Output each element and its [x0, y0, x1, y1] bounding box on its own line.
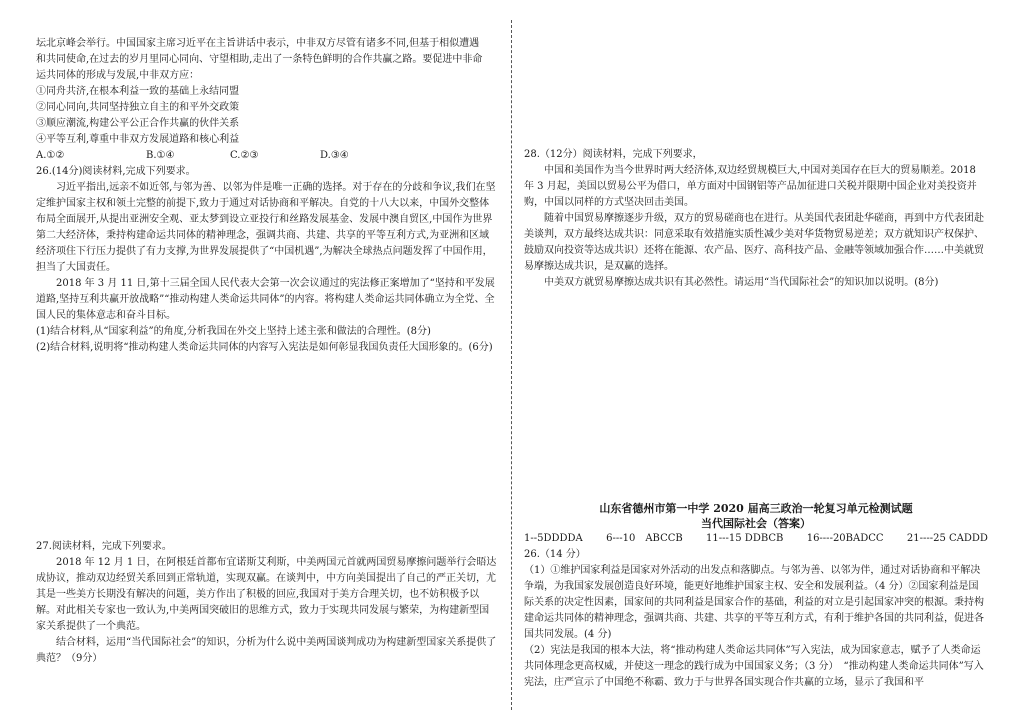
answer-section [524, 501, 988, 691]
right-column-top [524, 147, 988, 291]
option-4: ④平等互利,尊重中非双方发展道路和核心利益 [36, 134, 240, 145]
text-line: 坛北京峰会举行。中国国家主席习近平在主旨讲话中表示，中非双方尽管有诸多不同,但基于相似遭遇 [36, 38, 480, 49]
option-2: ②同心同向,共同坚持独立自主的和平外交政策 [36, 102, 240, 113]
option-3: ③顺应潮流,构建公平公正合作共赢的伙伴关系 [36, 118, 240, 129]
question-27-heading: 27.阅读材料，完成下列要求。 [36, 541, 172, 552]
left-column-bottom [36, 539, 498, 667]
option-1: ①同舟共济,在根本利益一致的基础上永结同盟 [36, 86, 240, 97]
answer-key: 21----25 CADDD [906, 533, 988, 544]
question-28-paragraph-1: 中国和美国作为当今世界时两大经济体,双边经贸规模巨大,中国对美国存在巨大的贸易顺差。2018 年 3 月起，美国以贸易公平为借口，单方面对中国钢铝等产品加征进口关税并限期中国企业对美投资并购，中国以同样的方式坚决回击美国。 [524, 165, 979, 208]
answer-choices [36, 148, 498, 164]
choice-d: D.③④ [320, 150, 349, 161]
question-26-task-2: (2)结合材料,说明将“推动构建人类命运共同体的内容写入宪法是如何彰显我国负责任大国形象的。(6分) [36, 342, 493, 353]
question-28-heading: 28.（12分）阅读材料，完成下列要求， [524, 149, 703, 160]
answer-key: 1--5DDDDA [524, 533, 583, 544]
answer-title: 山东省德州市第一中学 2020 届高三政治一轮复习单元检测试题 [599, 502, 913, 515]
answer-key-row [524, 531, 988, 547]
answer-26-part-2: （2）宪法是我国的根本大法，将“推动构建人类命运共同体”写入宪法，成为国家意志，赋予了人类命运共同体理念更高权威，并使这一理念的践行成为中国国家义务；（3 分） “推动构建人类命运共同体”写入宪法，庄严宣示了中国绝不称霸、致力于与世界各国实现合作共赢的立场，显示了我国和平 [524, 645, 984, 688]
choice-b: B.①④ [146, 150, 175, 161]
question-26-material-2: 2018 年 3 月 11 日,第十三届全国人民代表大会第一次会议通过的宪法修正案增加了“坚持和平发展道路,坚持互利共赢开放战略”“推动构建人类命运共同体”的内容。将构建人类命运共同体确立为全党、全国人民的集体意志和奋斗目标。 [36, 278, 495, 321]
answer-key: 11---15 DDBCB [706, 533, 784, 544]
question-28-paragraph-2: 随着中国贸易摩擦逐步升级，双方的贸易磋商也在进行。从美国代表团赴华磋商，再到中方代表团赴美谈判，双方最终达成共识：同意采取有效措施实质性减少美对华货物贸易逆差；双方就知识产权保护、鼓励双向投资等达成共识）还将在能源、农产品、医疗、高科技产品、金融等领域加强合作……中美就贸易摩擦达成共识，是双赢的选择。 [524, 213, 984, 272]
column-divider [511, 20, 512, 710]
question-26-task-1: (1)结合材料,从“国家利益”的角度,分析我国在外交上坚持上述主张和做法的合理性。(8分) [36, 326, 431, 337]
question-26-material-1: 习近平指出,远亲不如近邻,与邻为善、以邻为伴是唯一正确的选择。对于存在的分歧和争议,我们在坚定维护国家主权和领土完整的前提下,致力于通过对话协商和平解决。自党的十八大以来，中国外交整体布局全面展开,从提出亚洲安全观、亚太梦到设立亚投行和丝路发展基金、发展中澳自贸区,中国作为世界第二大经济体，秉持构建命运共同体的精神理念，强调共商、共建、共享的平等互利方式,为亚洲和区域经济项住下行压力提供了有力支撑,为世界发展提供了“中国机遇”,为解决全球热点问题发挥了中国作用，担当了大国责任。 [36, 182, 496, 273]
answer-26-label: 26.（14 分） [524, 549, 586, 560]
question-26-heading: 26.(14分)阅读材料,完成下列要求。 [36, 166, 196, 177]
text-line: 和共同使命,在过去的岁月里同心同向、守望相助,走出了一条特色鲜明的合作共赢之路。要促进中非命 [36, 54, 483, 65]
choice-c: C.②③ [230, 150, 259, 161]
answer-key: 6---10 ABCCB [606, 533, 683, 544]
question-28-paragraph-3: 中美双方就贸易摩擦达成共识有其必然性。请运用“当代国际社会”的知识加以说明。(8分) [544, 277, 939, 288]
answer-subtitle: 当代国际社会（答案） [701, 517, 811, 530]
choice-a: A.①② [36, 150, 65, 161]
text-line: 运共同体的形成与发展,中非双方应： [36, 70, 200, 81]
answer-key: 16----20BADCC [806, 533, 884, 544]
answer-26-part-1: （1）①维护国家利益是国家对外活动的出发点和落脚点。与邻为善、以邻为伴，通过对话协商和平解决争端，为我国家发展创造良好环境，能更好地维护国家主权、安全和发展利益。（4 分）②国家利益是国际关系的决定性因素，国家间的共同利益是国家合作的基础，利益的对立是引起国家冲突的根源。秉持构建命运共同体的精神理念，强调共商、共建、共享的平等互利方式，有利于维护各国的共同利益，促进各国共同发展。(4 分) [524, 565, 984, 640]
question-27-task: 结合材料，运用“当代国际社会”的知识，分析为什么说中美两国谈判成功为构建新型国家关系提供了典范？（9分） [36, 637, 497, 664]
question-27-material: 2018 年 12 月 1 日，在阿根廷首都布宜诺斯艾利斯，中美两国元首就两国贸易摩擦问题举行会晤达成协议，推动双边经贸关系回到正常轨道，实现双赢。在谈判中，中方向美国提出了自己的严正关切，尤其是一些美方长期没有解决的问题，美方作出了积极的回应,我国对于美方合理关切，也不妨积极予以解。对此相关专家也一致认为,中美两国突破旧的思维方式，致力于实现共同发展与繁荣，为构建新型国家关系提供了一个典范。 [36, 557, 497, 632]
left-column-top [36, 36, 498, 356]
